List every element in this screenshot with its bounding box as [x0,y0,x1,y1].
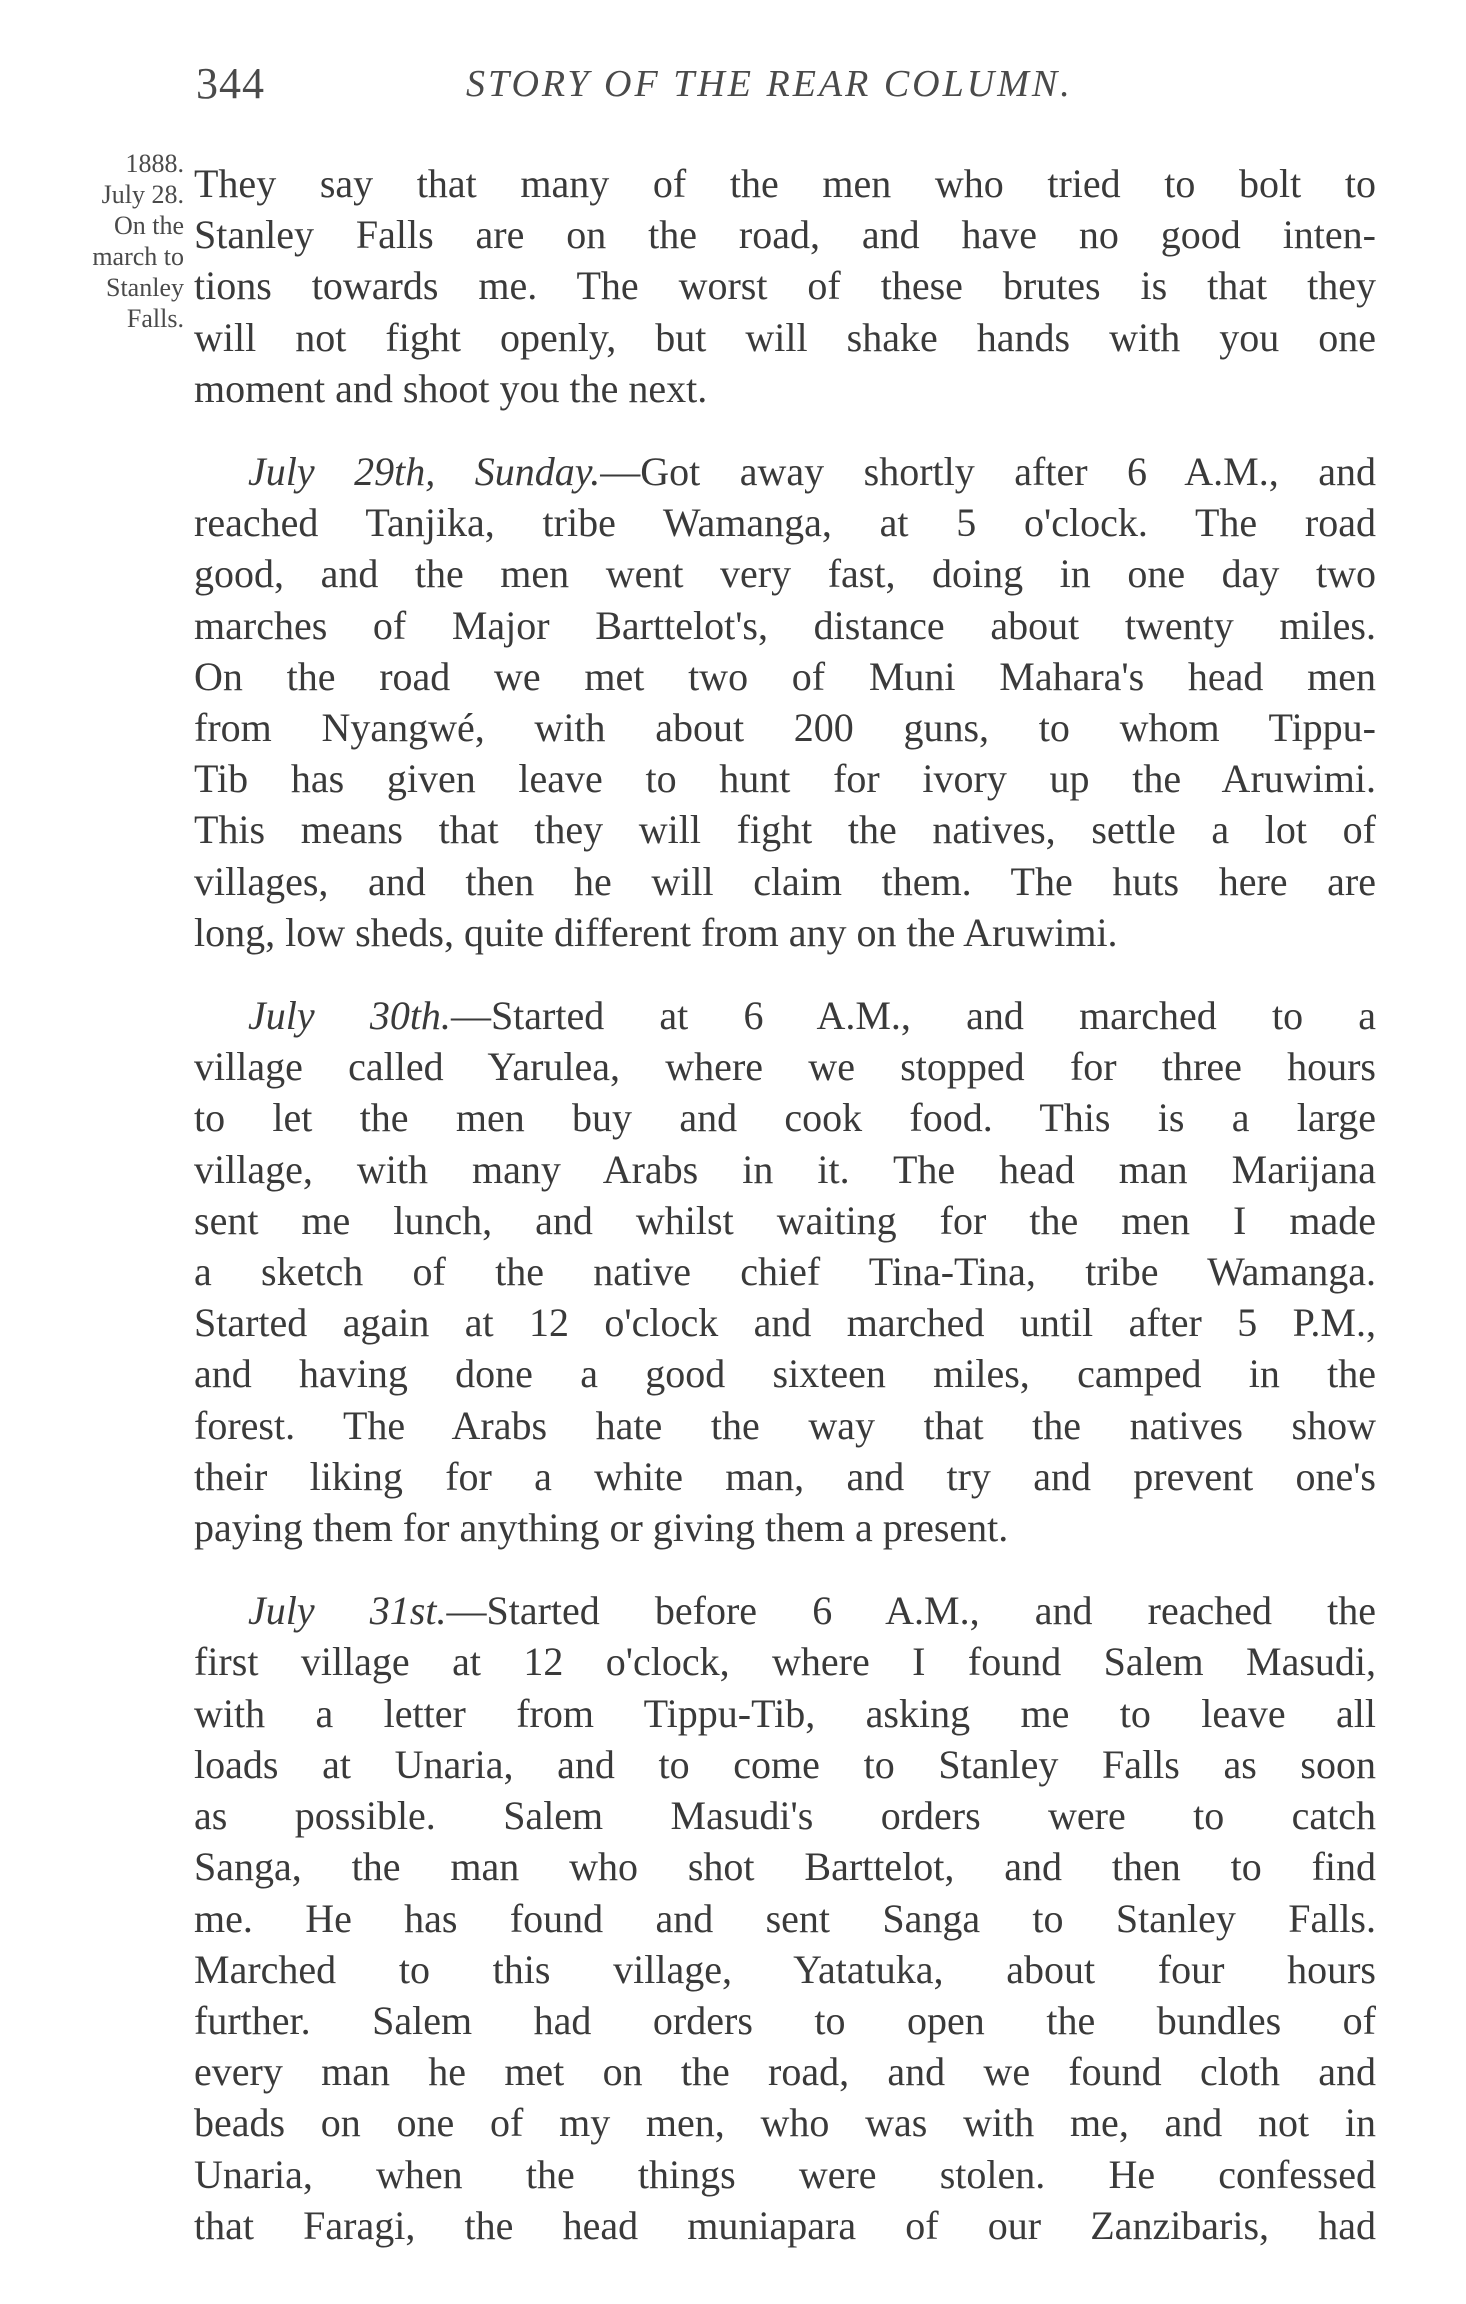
text-line: Sanga, the man who shot Barttelot, and then to find [194,1844,1376,1890]
text-line: me. He has found and sent Sanga to Stanley Falls. [194,1895,1376,1941]
text-line: further. Salem had orders to open the bundles of [194,1997,1376,2043]
text-line: sent me lunch, and whilst waiting for the men I made [194,1197,1376,1243]
entry-date: July 31st. [248,1588,447,1634]
text-line: with a letter from Tippu-Tib, asking me to leave all [194,1690,1376,1736]
margin-note-line: Falls. [126,304,184,333]
text-line: to let the men buy and cook food. This is a large [194,1095,1376,1141]
text-line: This means that they will fight the natives, settle a lot of [194,807,1376,853]
text-line: tions towards me. The worst of these brutes is that they [194,263,1376,309]
text-line: reached Tanjika, tribe Wamanga, at 5 o'clock. The road [194,500,1376,546]
text-line: first village at 12 o'clock, where I found Salem Masudi, [194,1639,1376,1685]
text-line: marches of Major Barttelot's, distance about twenty miles. [194,602,1376,648]
paragraph-1 [194,158,1376,414]
text-line: —Started before 6 A.M., and reached the [446,1588,1376,1634]
text-line: forest. The Arabs hate the way that the natives show [194,1402,1376,1448]
text-line-first [194,1585,1376,1636]
margin-note-line: On the [113,211,184,240]
text-line: good, and the men went very fast, doing in one day two [194,551,1376,597]
running-head [196,58,1376,118]
text-line-first [194,446,1376,497]
text-line: as possible. Salem Masudi's orders were to catch [194,1793,1376,1839]
text-line: loads at Unaria, and to come to Stanley Falls as soon [194,1741,1376,1787]
text-line: long, low sheds, quite different from any on the Aruwimi. [194,909,1118,955]
margin-note-line: Stanley [106,273,184,302]
text-line: Unaria, when the things were stolen. He confessed [194,2151,1376,2197]
text-line: from Nyangwé, with about 200 guns, to whom Tippu- [194,705,1376,751]
text-line: and having done a good sixteen miles, camped in the [194,1351,1376,1397]
margin-note-line: 1888. [125,149,184,178]
text-line: will not fight openly, but will shake hands with you one [194,314,1376,360]
text-line: —Got away shortly after 6 A.M., and [600,449,1376,495]
text-line: a sketch of the native chief Tina-Tina, tribe Wamanga. [194,1249,1376,1295]
text-line: paying them for anything or giving them a present. [194,1505,1009,1551]
paragraph-3 [194,990,1376,1553]
margin-note-line: march to [92,242,184,271]
paragraph-2 [194,446,1376,958]
text-line: village, with many Arabs in it. The head man Marijana [194,1146,1376,1192]
text-line: village called Yarulea, where we stopped for three hours [194,1044,1376,1090]
text-line: villages, and then he will claim them. The huts here are [194,858,1376,904]
text-line: Started again at 12 o'clock and marched until after 5 P.M., [194,1300,1376,1346]
margin-note-line: July 28. [101,180,184,209]
entry-date: July 29th, Sunday. [248,449,601,495]
text-line: They say that many of the men who tried to bolt to [194,161,1376,206]
text-line: Stanley Falls are on the road, and have no good inten- [194,212,1376,258]
paragraph-4 [194,1585,1376,2251]
text-line-first [194,990,1376,1041]
margin-note [14,148,184,334]
entry-date: July 30th. [248,993,451,1039]
text-line: that Faragi, the head muniapara of our Zanzibaris, had [194,2202,1376,2248]
text-line: Tib has given leave to hunt for ivory up the Aruwimi. [194,756,1376,802]
body-text [194,158,1376,2283]
text-line: —Started at 6 A.M., and marched to a [450,993,1376,1039]
text-line: On the road we met two of Muni Mahara's head men [194,653,1376,699]
text-line: moment and shoot you the next. [194,365,708,411]
running-title: STORY OF THE REAR COLUMN. [466,63,1073,105]
text-line: their liking for a white man, and try and prevent one's [194,1453,1376,1499]
page-number: 344 [196,59,265,108]
text-line: every man he met on the road, and we found cloth and [194,2049,1376,2095]
text-line: beads on one of my men, who was with me, and not in [194,2100,1376,2146]
text-line: Marched to this village, Yatatuka, about four hours [194,1946,1376,1992]
